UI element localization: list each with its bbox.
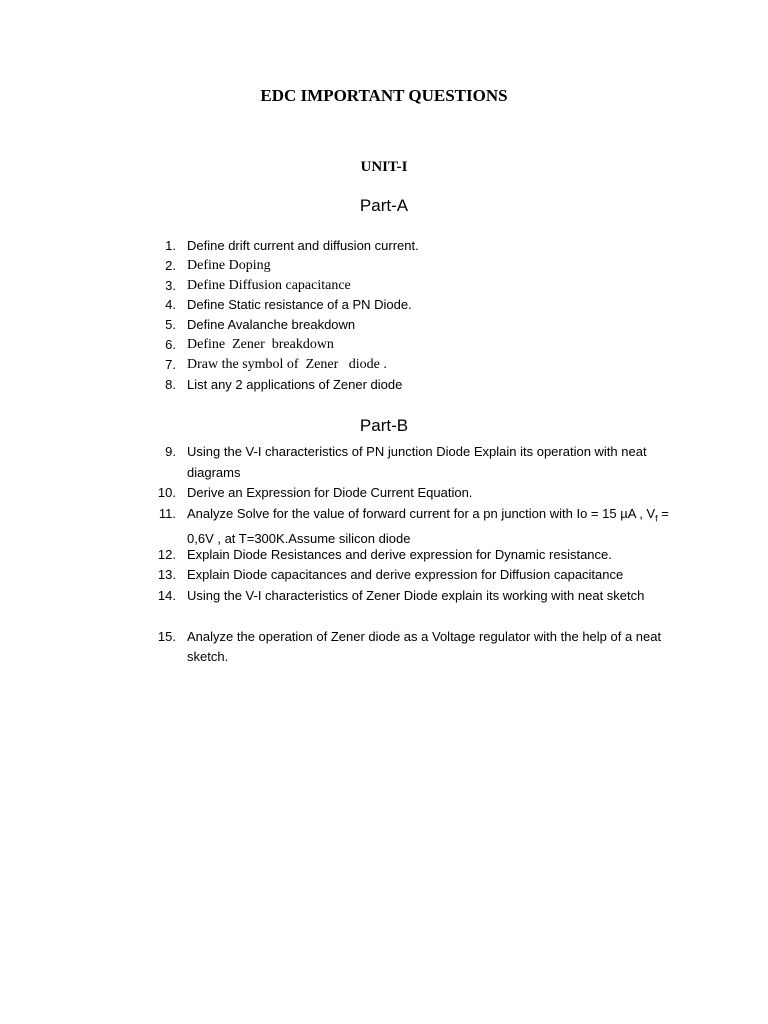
part-a-question-list: [0, 236, 768, 394]
question-item: [0, 276, 768, 296]
question-item: [0, 355, 768, 375]
question-item: [0, 375, 768, 395]
question-item: [0, 236, 768, 256]
question-text-part: Analyze Solve for the value of forward current for a pn junction with Io = 15 µA , V: [187, 505, 656, 521]
question-number: 12.: [157, 546, 176, 562]
question-number: 13.: [157, 567, 176, 582]
question-text: Using the V-I characteristics of PN junction Diode Explain its operation with neat diagrams: [187, 444, 647, 480]
question-text: Analyze the operation of Zener diode as a Voltage regulator with the help of a neat sketch.: [187, 628, 662, 664]
question-number: 14.: [157, 587, 176, 603]
question-item: [0, 565, 768, 586]
question-text: Define Static resistance of a PN Diode.: [187, 297, 412, 313]
question-number: 5.: [165, 317, 176, 333]
question-number: 2.: [165, 257, 176, 273]
question-text: Using the V-I characteristics of Zener Diode explain its working with neat sketch: [187, 587, 645, 603]
question-text-part: = 0,6V , at T=300K.Assume silicon diode: [187, 505, 669, 546]
question-number: 7.: [165, 356, 176, 372]
forward-voltage-subscript: f: [655, 513, 658, 524]
question-item: [0, 483, 768, 504]
question-item: [0, 545, 768, 566]
question-item: [0, 295, 768, 315]
unit-heading: UNIT-I: [360, 159, 408, 175]
question-text: Draw the symbol of Zener diode .: [187, 356, 387, 372]
question-item: [0, 504, 768, 545]
question-number: 3.: [165, 277, 176, 293]
question-item: [0, 627, 768, 668]
question-number: 9.: [165, 444, 176, 459]
question-text: Define Diffusion capacitance: [187, 277, 351, 293]
question-text: Define Zener breakdown: [187, 336, 334, 352]
document-title: EDC IMPORTANT QUESTIONS: [260, 86, 508, 105]
question-text: Explain Diode Resistances and derive expression for Dynamic resistance.: [187, 546, 612, 562]
question-number: 1.: [165, 238, 176, 253]
question-item: [0, 442, 768, 483]
question-text: [187, 504, 672, 550]
question-item: [0, 586, 768, 627]
question-text: Define Avalanche breakdown: [187, 317, 356, 333]
question-number: 8.: [165, 376, 176, 392]
question-text: Define drift current and diffusion current.: [187, 238, 419, 253]
question-text: Define Doping: [187, 257, 271, 273]
question-text: Derive an Expression for Diode Current Equation.: [187, 485, 473, 500]
question-item: [0, 256, 768, 276]
question-number: 15.: [157, 628, 176, 644]
question-number: 11.: [158, 505, 176, 521]
part-b-question-list: [0, 442, 768, 668]
question-text: List any 2 applications of Zener diode: [187, 376, 403, 392]
question-item: [0, 315, 768, 335]
question-item: [0, 335, 768, 355]
part-a-heading: Part-A: [359, 196, 409, 215]
question-number: 6.: [165, 336, 176, 352]
part-b-heading: Part-B: [359, 416, 409, 435]
question-number: 10.: [157, 485, 176, 500]
question-text: Explain Diode capacitances and derive expression for Diffusion capacitance: [187, 567, 624, 582]
question-number: 4.: [165, 297, 176, 313]
